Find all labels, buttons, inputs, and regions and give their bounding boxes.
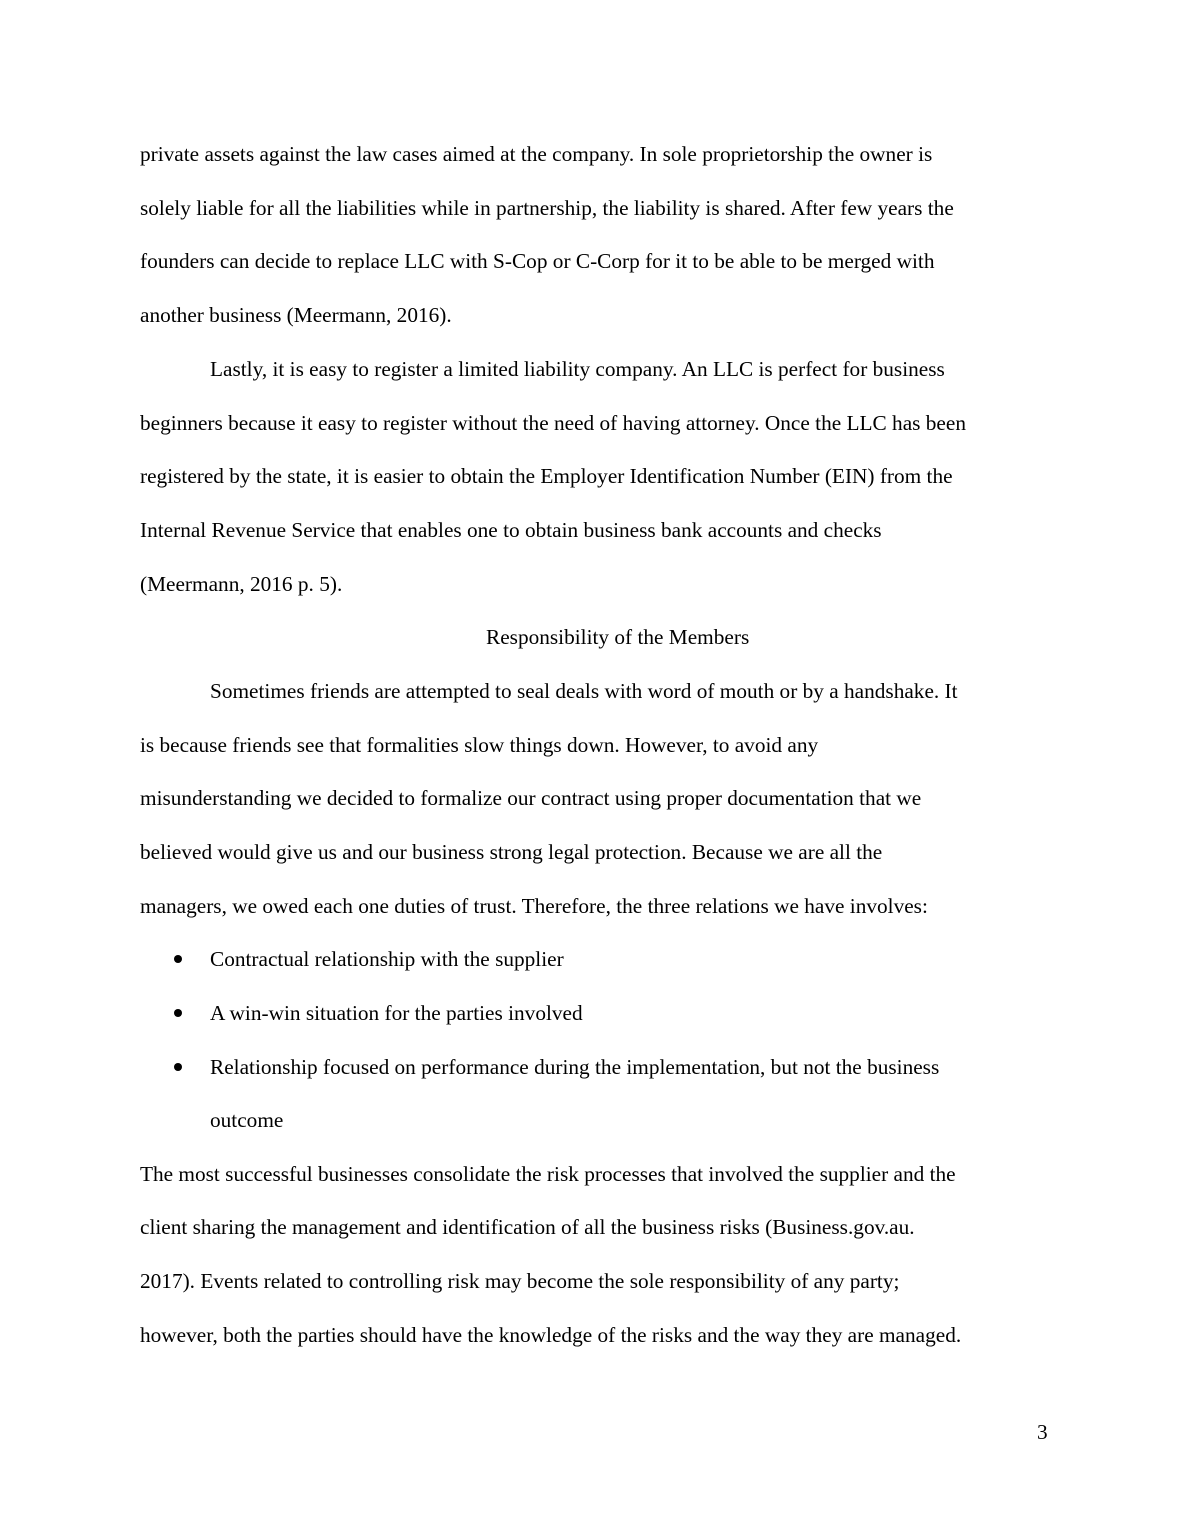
text-line: is because friends see that formalities slow things down. However, to avoid any [140,733,819,757]
text-line: misunderstanding we decided to formalize our contract using proper documentation that we [140,786,922,810]
text-line: solely liable for all the liabilities while in partnership, the liability is shared. After few years the [140,196,954,220]
list-item-text: A win-win situation for the parties involved [210,1001,583,1025]
page-number: 3 [1037,1420,1048,1444]
text-line: however, both the parties should have the knowledge of the risks and the way they are managed. [140,1323,962,1347]
bullet-icon [174,1063,182,1071]
text-line: (Meermann, 2016 p. 5). [140,572,343,596]
text-line: another business (Meermann, 2016). [140,303,452,327]
list-item-text-continuation: outcome [210,1108,284,1132]
section-heading: Responsibility of the Members [486,625,750,649]
bullet-icon [174,1009,182,1017]
text-line: Internal Revenue Service that enables one to obtain business bank accounts and checks [140,518,882,542]
text-line: The most successful businesses consolidate the risk processes that involved the supplier and the [140,1162,956,1186]
text-line: believed would give us and our business strong legal protection. Because we are all the [140,840,883,864]
list-item-text: Contractual relationship with the supplier [210,947,564,971]
list-item-text: Relationship focused on performance during the implementation, but not the business [210,1055,940,1079]
text-line: private assets against the law cases aimed at the company. In sole proprietorship the owner is [140,142,933,166]
bullet-icon [174,955,182,963]
text-line: 2017). Events related to controlling risk may become the sole responsibility of any party; [140,1269,900,1293]
text-line: founders can decide to replace LLC with S-Cop or C-Corp for it to be able to be merged with [140,249,935,273]
text-line: beginners because it easy to register without the need of having attorney. Once the LLC has been [140,411,966,435]
text-line: registered by the state, it is easier to obtain the Employer Identification Number (EIN) from the [140,464,953,488]
text-line: Sometimes friends are attempted to seal deals with word of mouth or by a handshake. It [210,679,958,703]
text-line: Lastly, it is easy to register a limited liability company. An LLC is perfect for business [210,357,945,381]
text-line: client sharing the management and identification of all the business risks (Business.gov.au. [140,1215,915,1239]
text-line: managers, we owed each one duties of trust. Therefore, the three relations we have involves: [140,894,928,918]
